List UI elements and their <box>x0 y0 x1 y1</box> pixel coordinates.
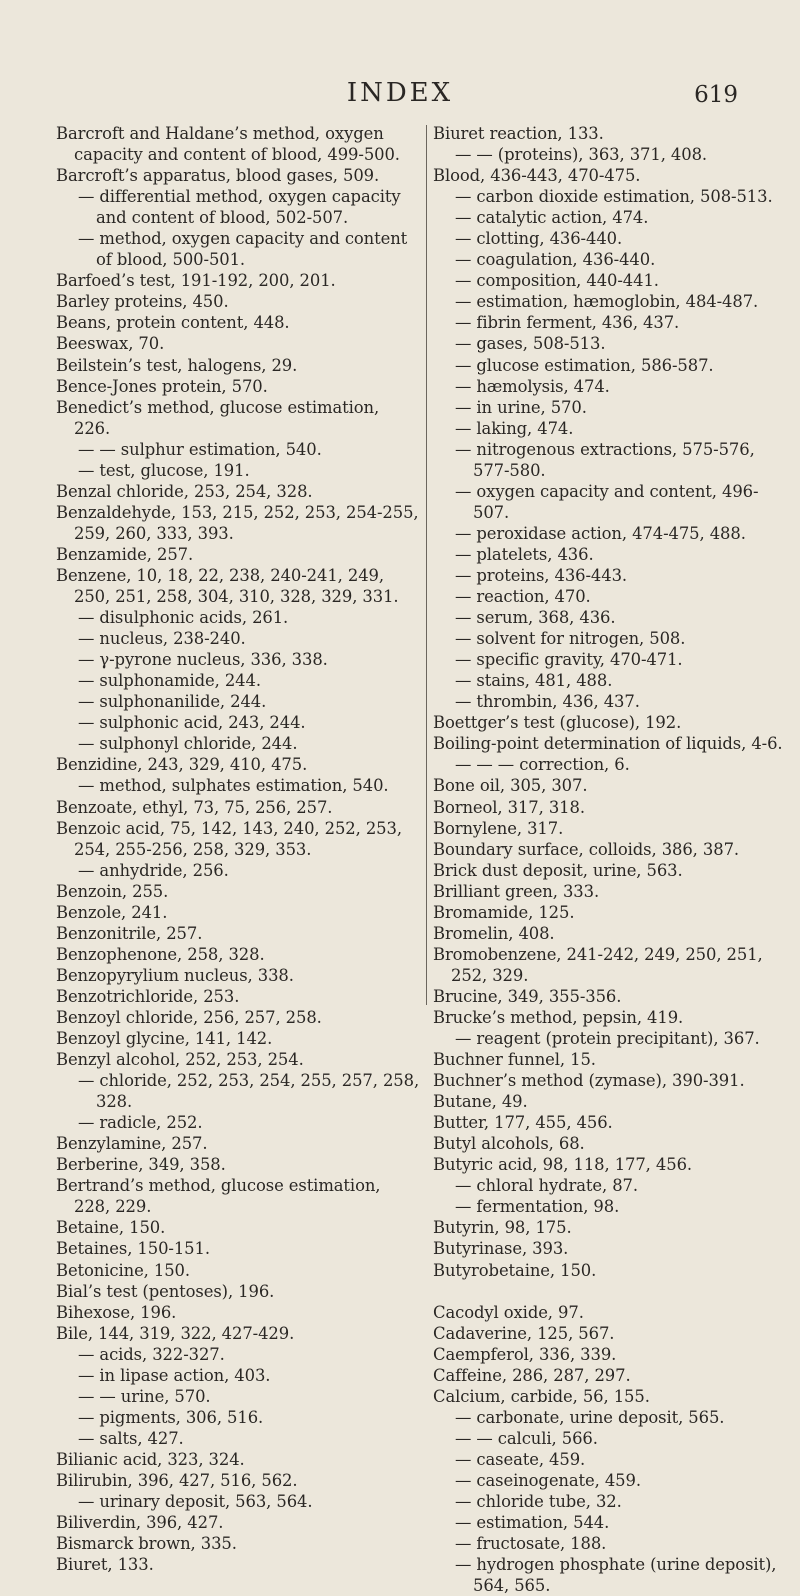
index-entry: Brucine, 349, 355-356. <box>433 986 622 1006</box>
index-subentry: — thrombin, 436, 437. <box>455 692 640 712</box>
index-subentry: — platelets, 436. <box>455 544 594 564</box>
index-column-left <box>56 123 420 1575</box>
index-entry: Bence-Jones protein, 570. <box>56 376 268 396</box>
index-entry: Cadaverine, 125, 567. <box>433 1323 615 1343</box>
index-entry: Buchner funnel, 15. <box>433 1050 596 1070</box>
index-subentry: — — (proteins), 363, 371, 408. <box>455 145 708 165</box>
index-entry: Berberine, 349, 358. <box>56 1155 226 1175</box>
index-entry: Benzopyrylium nucleus, 338. <box>56 965 294 985</box>
index-subentry: — radicle, 252. <box>78 1113 203 1133</box>
index-subentry: — fermentation, 98. <box>455 1197 620 1217</box>
index-entry: Benzidine, 243, 329, 410, 475. <box>56 755 308 775</box>
index-entry: Butyrobetaine, 150. <box>433 1260 597 1280</box>
index-subentry: — in urine, 570. <box>455 397 587 417</box>
index-entry: Bilianic acid, 323, 324. <box>56 1449 245 1469</box>
index-subentry: — — — correction, 6. <box>455 755 630 775</box>
index-subentry: — gases, 508-513. <box>455 334 606 354</box>
index-entry: Barfoed’s test, 191-192, 200, 201. <box>56 271 336 291</box>
index-entry: Calcium, carbide, 56, 155. <box>433 1386 650 1406</box>
index-entry: Bromelin, 408. <box>433 923 555 943</box>
index-subentry: — nitrogenous extractions, 575-576, 577-580. <box>455 439 755 480</box>
index-entry: Caffeine, 286, 287, 297. <box>433 1365 631 1385</box>
index-subentry: — composition, 440-441. <box>455 271 659 291</box>
index-entry: Brick dust deposit, urine, 563. <box>433 860 683 880</box>
page-number: 619 <box>694 82 738 108</box>
index-subentry: — peroxidase action, 474-475, 488. <box>455 523 746 543</box>
index-entry: Boettger’s test (glucose), 192. <box>433 713 682 733</box>
index-entry: Benzamide, 257. <box>56 544 194 564</box>
index-subentry: — γ-pyrone nucleus, 336, 338. <box>78 650 328 670</box>
index-subentry: — sulphonamide, 244. <box>78 671 261 691</box>
index-entry: Brucke’s method, pepsin, 419. <box>433 1007 684 1027</box>
index-subentry: — differential method, oxygen capacity and content of blood, 502-507. <box>78 187 401 228</box>
index-subentry: — laking, 474. <box>455 418 574 438</box>
index-entry: Boundary surface, colloids, 386, 387. <box>433 839 740 859</box>
index-entry: Barcroft’s apparatus, blood gases, 509. <box>56 166 380 186</box>
index-subentry: — urinary deposit, 563, 564. <box>78 1492 313 1512</box>
index-entry: Benzotrichloride, 253. <box>56 986 240 1006</box>
index-entry: Benzoic acid, 75, 142, 143, 240, 252, 253, 254, 255-256, 258, 329, 353. <box>56 818 402 859</box>
page-title: INDEX <box>346 78 454 108</box>
index-entry: Beeswax, 70. <box>56 334 165 354</box>
index-subentry: — salts, 427. <box>78 1428 184 1448</box>
index-entry: Benzylamine, 257. <box>56 1134 208 1154</box>
index-subentry: — caseinogenate, 459. <box>455 1470 641 1490</box>
index-entry: Biuret, 133. <box>56 1555 154 1575</box>
index-subentry: — method, sulphates estimation, 540. <box>78 776 389 796</box>
index-entry: Benzyl alcohol, 252, 253, 254. <box>56 1050 304 1070</box>
index-subentry: — chloride, 252, 253, 254, 255, 257, 258, 328. <box>78 1071 420 1112</box>
index-subentry: — carbon dioxide estimation, 508-513. <box>455 187 773 207</box>
index-entry: Beilstein’s test, halogens, 29. <box>56 355 298 375</box>
index-entry: Bone oil, 305, 307. <box>433 776 588 796</box>
index-entry: Bertrand’s method, glucose estimation, 228, 229. <box>56 1176 381 1217</box>
index-subentry: — clotting, 436-440. <box>455 229 623 249</box>
index-subentry: — test, glucose, 191. <box>78 460 250 480</box>
index-subentry: — acids, 322-327. <box>78 1344 225 1364</box>
index-entry: Benzaldehyde, 153, 215, 252, 253, 254-255, 259, 260, 333, 393. <box>56 502 419 543</box>
section-gap <box>433 1281 785 1302</box>
index-entry: Butyrinase, 393. <box>433 1239 569 1259</box>
index-entry: Butyrin, 98, 175. <box>433 1218 572 1238</box>
index-subentry: — catalytic action, 474. <box>455 208 649 228</box>
index-entry: Benzoyl chloride, 256, 257, 258. <box>56 1007 322 1027</box>
index-entry: Butter, 177, 455, 456. <box>433 1113 613 1133</box>
index-subentry: — disulphonic acids, 261. <box>78 608 289 628</box>
index-subentry: — nucleus, 238-240. <box>78 629 246 649</box>
index-entry: Bilirubin, 396, 427, 516, 562. <box>56 1471 298 1490</box>
index-entry: Betaines, 150-151. <box>56 1239 210 1259</box>
index-entry: Butane, 49. <box>433 1092 528 1112</box>
index-subentry: — specific gravity, 470-471. <box>455 650 683 670</box>
index-subentry: — estimation, hæmoglobin, 484-487. <box>455 292 759 312</box>
index-entry: Benzophenone, 258, 328. <box>56 944 265 964</box>
index-entry: Caempferol, 336, 339. <box>433 1344 617 1364</box>
index-subentry: — chloride tube, 32. <box>455 1492 622 1511</box>
index-entry: Benzoin, 255. <box>56 881 169 901</box>
index-subentry: — anhydride, 256. <box>78 860 229 880</box>
index-subentry: — — sulphur estimation, 540. <box>78 439 322 459</box>
index-entry: Cacodyl oxide, 97. <box>433 1302 584 1322</box>
index-subentry: — hæmolysis, 474. <box>455 376 610 396</box>
index-subentry: — serum, 368, 436. <box>455 608 616 628</box>
index-subentry: — oxygen capacity and content, 496-507. <box>455 481 759 522</box>
index-subentry: — fibrin ferment, 436, 437. <box>455 313 680 333</box>
column-divider <box>426 125 427 1005</box>
index-entry: Benzene, 10, 18, 22, 238, 240-241, 249, 250, 251, 258, 304, 310, 328, 329, 331. <box>56 565 399 607</box>
index-entry: Butyric acid, 98, 118, 177, 456. <box>433 1155 693 1175</box>
index-entry: Boiling-point determination of liquids, 4-6. <box>433 734 783 754</box>
index-subentry: — sulphonic acid, 243, 244. <box>78 713 306 733</box>
index-subentry: — pigments, 306, 516. <box>78 1407 264 1427</box>
index-subentry: — in lipase action, 403. <box>78 1365 271 1385</box>
index-entry: Benzoate, ethyl, 73, 75, 256, 257. <box>56 797 333 817</box>
index-entry: Biliverdin, 396, 427. <box>56 1513 224 1533</box>
index-entry: Benedict’s method, glucose estimation, 226. <box>56 397 380 438</box>
index-subentry: — method, oxygen capacity and content of blood, 500-501. <box>78 229 408 270</box>
index-entry: Benzonitrile, 257. <box>56 923 203 943</box>
index-entry: Betonicine, 150. <box>56 1260 190 1280</box>
index-entry: Biuret reaction, 133. <box>433 124 604 143</box>
index-column-right <box>433 123 785 1596</box>
index-subentry: — glucose estimation, 586-587. <box>455 355 714 375</box>
index-subentry: — caseate, 459. <box>455 1449 586 1469</box>
index-entry: Benzole, 241. <box>56 902 168 922</box>
index-entry: Brilliant green, 333. <box>433 881 600 901</box>
index-subentry: — coagulation, 436-440. <box>455 250 656 270</box>
index-entry: Barcroft and Haldane’s method, oxygen capacity and content of blood, 499-500. <box>56 124 400 165</box>
index-entry: Bismarck brown, 335. <box>56 1534 237 1554</box>
index-entry: Betaine, 150. <box>56 1218 166 1238</box>
index-entry: Bromamide, 125. <box>433 902 575 922</box>
index-entry: Bial’s test (pentoses), 196. <box>56 1281 275 1301</box>
index-subentry: — estimation, 544. <box>455 1513 610 1533</box>
index-entry: Bromobenzene, 241-242, 249, 250, 251, 252, 329. <box>433 944 763 985</box>
index-subentry: — chloral hydrate, 87. <box>455 1176 638 1196</box>
index-entry: Benzal chloride, 253, 254, 328. <box>56 481 313 501</box>
index-subentry: — — calculi, 566. <box>455 1428 598 1448</box>
index-subentry: — fructosate, 188. <box>455 1534 607 1554</box>
index-entry: Barley proteins, 450. <box>56 292 229 312</box>
index-entry: Bornylene, 317. <box>433 818 564 838</box>
index-entry: Blood, 436-443, 470-475. <box>433 166 641 186</box>
index-subentry: — hydrogen phosphate (urine deposit), 564, 565. <box>455 1555 777 1596</box>
index-subentry: — proteins, 436-443. <box>455 565 628 585</box>
index-entry: Butyl alcohols, 68. <box>433 1134 585 1154</box>
index-entry: Bile, 144, 319, 322, 427-429. <box>56 1323 295 1343</box>
index-subentry: — carbonate, urine deposit, 565. <box>455 1407 725 1427</box>
index-entry: Borneol, 317, 318. <box>433 797 585 817</box>
index-entry: Buchner’s method (zymase), 390-391. <box>433 1071 745 1091</box>
index-subentry: — sulphonanilide, 244. <box>78 692 267 712</box>
index-subentry: — — urine, 570. <box>78 1386 211 1406</box>
index-subentry: — stains, 481, 488. <box>455 671 613 691</box>
index-subentry: — solvent for nitrogen, 508. <box>455 629 686 649</box>
index-entry: Benzoyl glycine, 141, 142. <box>56 1029 273 1049</box>
index-subentry: — sulphonyl chloride, 244. <box>78 734 298 754</box>
index-subentry: — reaction, 470. <box>455 587 591 607</box>
index-subentry: — reagent (protein precipitant), 367. <box>455 1029 760 1049</box>
index-entry: Bihexose, 196. <box>56 1302 177 1322</box>
index-entry: Beans, protein content, 448. <box>56 313 290 333</box>
page-header <box>0 78 800 114</box>
